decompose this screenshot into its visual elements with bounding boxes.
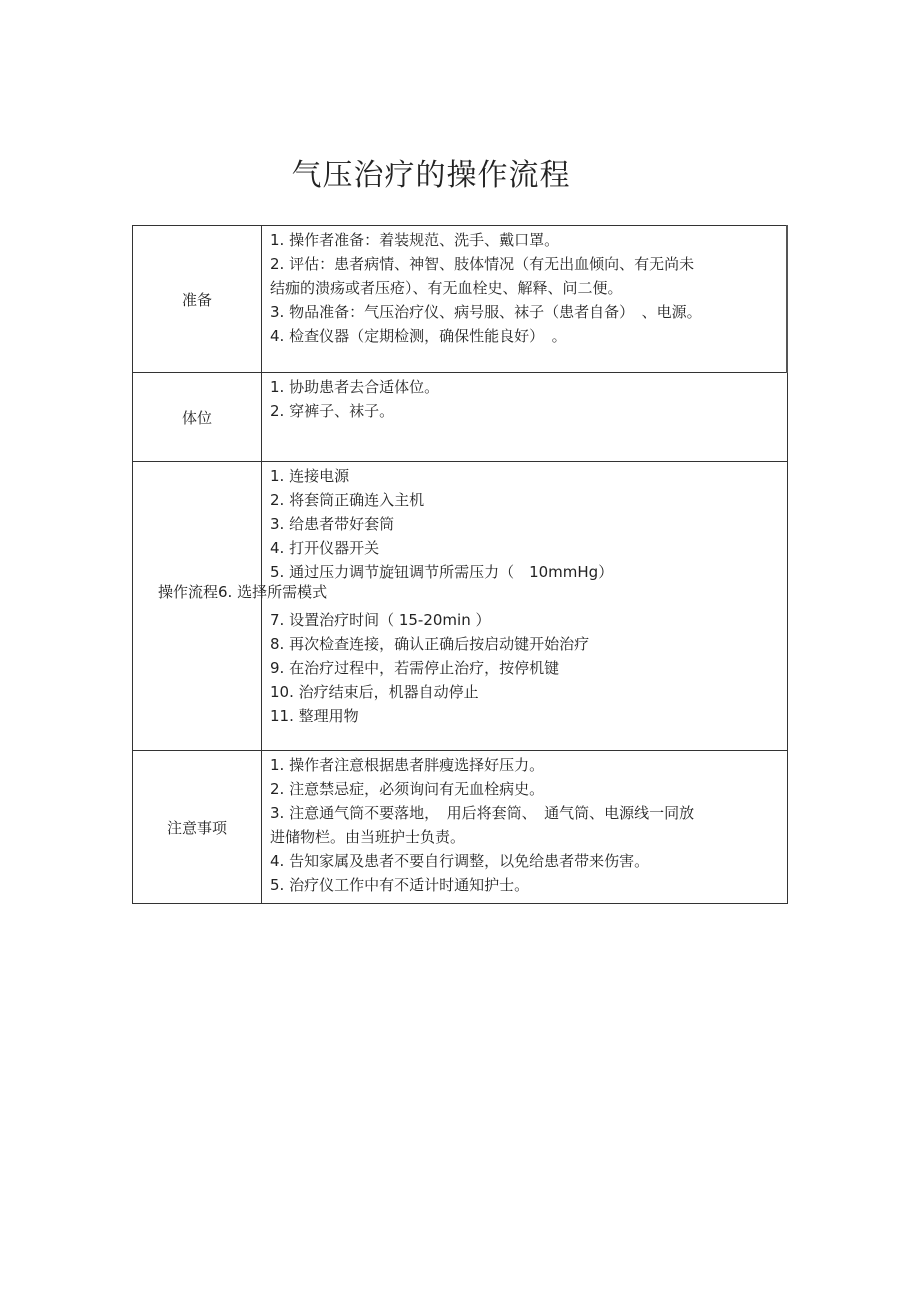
list-item: 6. 选择所需模式 (218, 583, 328, 601)
list-item: 4. 检查仪器（定期检测，确保性能良好） 。 (270, 327, 567, 345)
list-item: 4. 告知家属及患者不要自行调整，以免给患者带来伤害。 (270, 852, 650, 870)
list-item: 8. 再次检查连接，确认正确后按启动键开始治疗 (270, 635, 590, 653)
list-item: 3. 物品准备：气压治疗仪、病号服、袜子（患者自备） 、电源。 (270, 303, 702, 321)
list-item: 11. 整理用物 (270, 707, 359, 725)
list-item: 1. 协助患者去合适体位。 (270, 378, 440, 396)
row-label: 操作流程 (158, 583, 219, 601)
list-item: 10. 治疗结束后，机器自动停止 (270, 683, 479, 701)
list-item: 4. 打开仪器开关 (270, 539, 380, 557)
list-item (270, 584, 787, 608)
row-content (262, 751, 788, 904)
row-label: 体位 (133, 373, 262, 462)
procedure-label-line (158, 580, 327, 604)
row-content (262, 226, 788, 373)
list-item: 9. 在治疗过程中，若需停止治疗，按停机键 (270, 659, 560, 677)
row-label-cell (133, 462, 262, 751)
row-label: 准备 (133, 226, 262, 373)
list-item: 1. 操作者注意根据患者胖瘦选择好压力。 (270, 756, 545, 774)
list-item: 2. 将套筒正确连入主机 (270, 491, 425, 509)
list-item: 3. 给患者带好套筒 (270, 515, 395, 533)
document-title: 气压治疗的操作流程 (291, 158, 571, 193)
list-item: 5. 治疗仪工作中有不适计时通知护士。 (270, 876, 530, 894)
list-item: 1. 操作者准备：着装规范、洗手、戴口罩。 (270, 231, 560, 249)
list-item: 2. 穿裤子、袜子。 (270, 402, 395, 420)
list-item: 进储物栏。由当班护士负责。 (270, 828, 466, 846)
row-content (262, 462, 788, 751)
list-item: 3. 注意通气筒不要落地， 用后将套筒、 通气筒、电源线一同放 (270, 804, 695, 822)
table-row (133, 462, 788, 751)
list-item: 2. 评估：患者病情、神智、肢体情况（有无出血倾向、有无尚未 (270, 255, 695, 273)
list-item: 1. 连接电源 (270, 467, 350, 485)
table-row (133, 226, 788, 373)
list-item: 5. 通过压力调节旋钮调节所需压力（ 10mmHg） (270, 563, 614, 581)
row-content (262, 373, 788, 462)
list-item: 2. 注意禁忌症，必须询问有无血栓病史。 (270, 780, 545, 798)
table-row (133, 751, 788, 904)
list-item: 结痂的溃疡或者压疮）、有无血栓史、解释、问二便。 (270, 279, 623, 297)
row-label: 注意事项 (133, 751, 262, 904)
procedure-table (132, 225, 788, 904)
table-row (133, 373, 788, 462)
list-item: 7. 设置治疗时间（ 15-20min ） (270, 611, 491, 629)
